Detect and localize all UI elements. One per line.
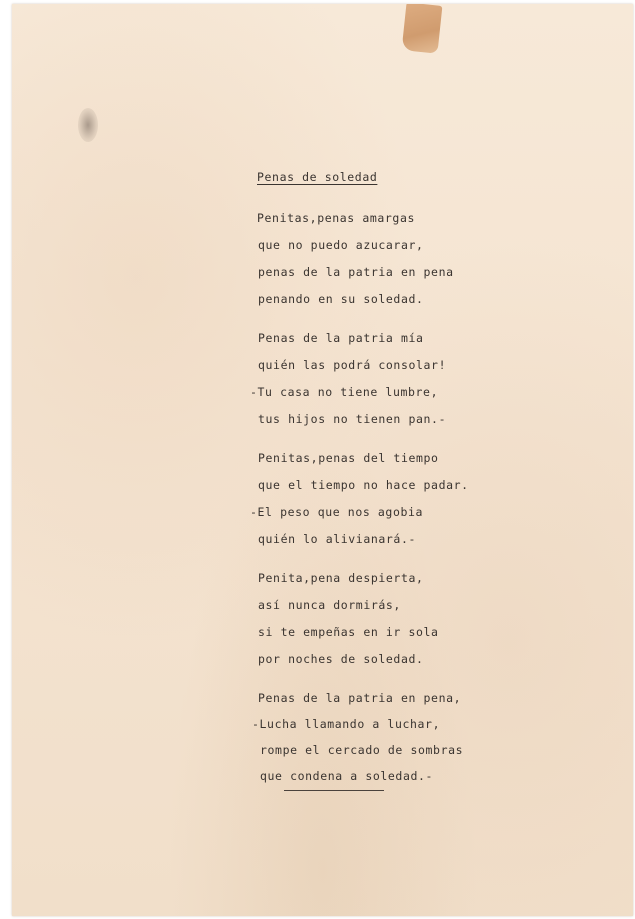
stanza-5-line-4: que condena a soledad.- [260, 769, 434, 783]
poem-title: Penas de soledad [257, 170, 378, 184]
stanza-2-line-3: -Tu casa no tiene lumbre, [250, 385, 439, 399]
stanza-5-line-1: Penas de la patria en pena, [258, 691, 462, 705]
stanza-4-line-4: por noches de soledad. [258, 652, 424, 666]
stanza-2-line-2: quién las podrá consolar! [258, 358, 447, 372]
typewritten-page [12, 4, 633, 916]
stanza-3-line-2: que el tiempo no hace padar. [258, 478, 469, 492]
stanza-1-line-2: que no puedo azucarar, [258, 238, 424, 252]
stanza-1-line-3: penas de la patria en pena [258, 265, 454, 279]
stanza-5-line-2: -Lucha llamando a luchar, [252, 717, 441, 731]
stanza-3-line-4: quién lo alivianará.- [258, 532, 416, 546]
poem [12, 4, 633, 916]
stanza-4-line-1: Penita,pena despierta, [258, 571, 424, 585]
stanza-4-line-2: así nunca dormirás, [258, 598, 401, 612]
closing-rule [284, 790, 384, 791]
stanza-5-line-3: rompe el cercado de sombras [260, 743, 464, 757]
stanza-2-line-1: Penas de la patria mía [258, 331, 424, 345]
stanza-1-line-4: penando en su soledad. [258, 292, 424, 306]
stanza-1-line-1: Penitas,penas amargas [257, 211, 415, 225]
stanza-4-line-3: si te empeñas en ir sola [258, 625, 439, 639]
stanza-2-line-4: tus hijos no tienen pan.- [258, 412, 447, 426]
stanza-3-line-3: -El peso que nos agobia [250, 505, 424, 519]
stanza-3-line-1: Penitas,penas del tiempo [258, 451, 439, 465]
